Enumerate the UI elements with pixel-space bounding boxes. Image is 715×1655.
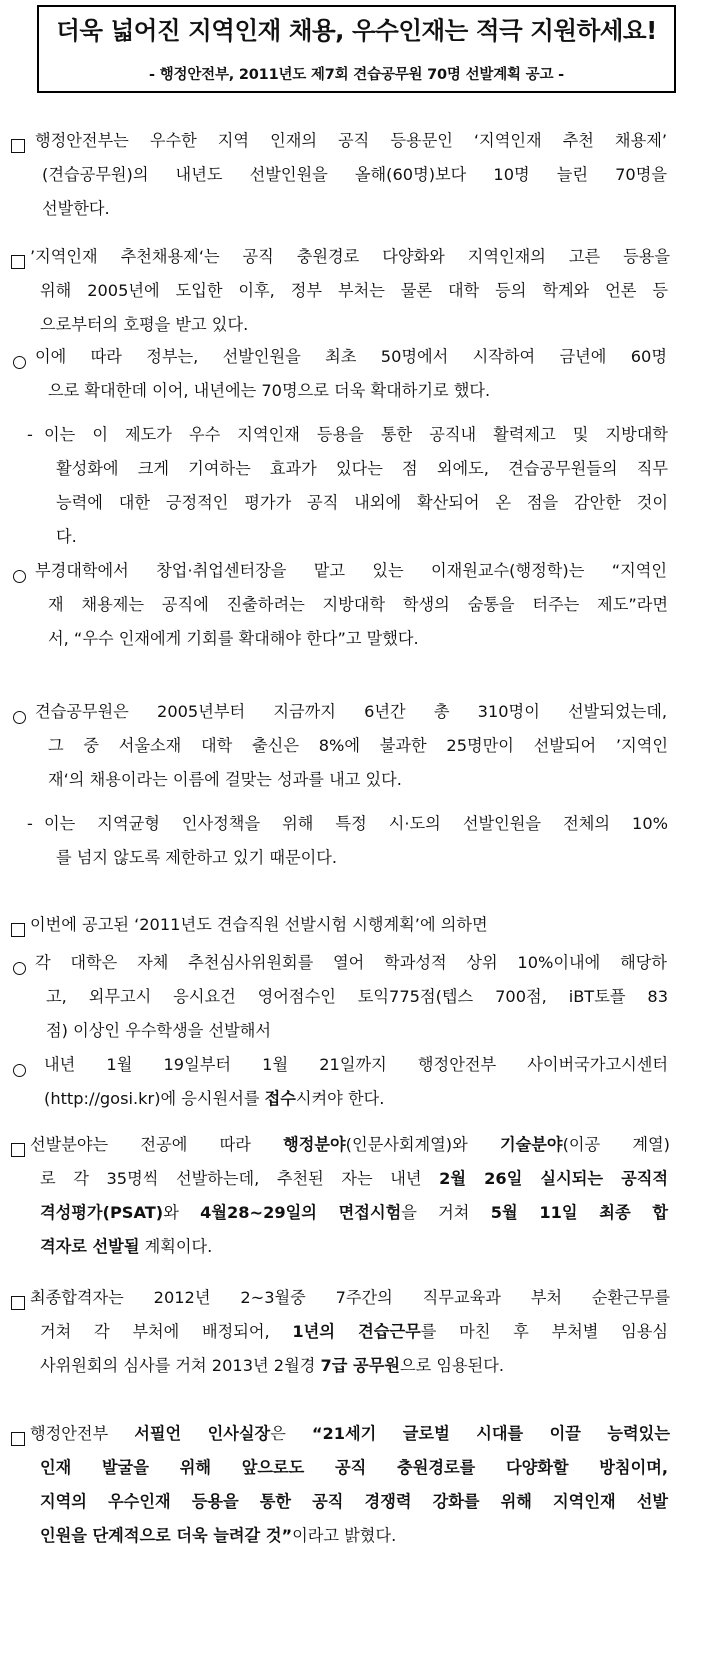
page-subtitle: - 행정안전부, 2011년도 제7회 견습공무원 70명 선발계획 공고 - <box>149 67 564 83</box>
text-line: ’지역인재 추천채용제‘는 공직 충원경로 다양화와 지역인재의 고른 등용을 <box>30 247 670 266</box>
text-line <box>40 1230 668 1264</box>
bold-text: 1년의 견습근무 <box>292 1322 421 1341</box>
bold-text: 4월28~29일의 면접시험 <box>200 1203 402 1222</box>
text-span: 로 각 35명씩 선발하는데, 추천된 자는 내년 <box>40 1169 440 1188</box>
text-line <box>40 1162 668 1196</box>
text-span: 이라고 밝혔다. <box>292 1526 397 1545</box>
text-span: 와 <box>163 1203 201 1222</box>
text-line: 이에 따라 정부는, 선발인원을 최초 50명에서 시작하여 금년에 60명 <box>35 347 667 366</box>
paragraph-9-cont <box>46 980 668 1048</box>
paragraph-2-cont <box>40 274 668 342</box>
text-span: 으로 임용된다. <box>399 1356 505 1375</box>
title-box <box>37 5 676 93</box>
paragraph-13 <box>30 1417 670 1451</box>
paragraph-1 <box>35 124 667 158</box>
text-line: 서, “우수 인재에게 기회를 확대해야 한다”고 말했다. <box>48 629 419 648</box>
text-line <box>30 1128 670 1162</box>
dash-marker: - <box>27 814 33 833</box>
text-span: (이공 계열) <box>562 1135 670 1154</box>
text-line: 다. <box>56 527 77 546</box>
text-line: 능력에 대한 긍정적인 평가가 공직 내외에 확산되어 온 점을 감안한 것이 <box>56 493 668 512</box>
bold-text: 격자로 선발될 <box>40 1237 140 1256</box>
text-line: (견습공무원)의 내년도 선발인원을 올해(60명)보다 10명 늘린 70명을 <box>42 165 667 184</box>
text-line: 고, 외무고시 응시요건 영어점수인 토익775점(텝스 700점, iBT토플 83 <box>46 987 668 1006</box>
bold-text: “21세기 글로벌 시대를 이끌 능력있는 <box>311 1424 670 1443</box>
text-span: 사위원회의 심사를 거쳐 2013년 2월경 <box>40 1356 321 1375</box>
text-line: 활성화에 크게 기여하는 효과가 있다는 점 외에도, 견습공무원들의 직무 <box>56 459 668 478</box>
text-line <box>40 1519 668 1553</box>
paragraph-12-cont <box>40 1315 668 1383</box>
text-line <box>40 1315 668 1349</box>
text-line: 점) 이상인 우수학생을 선발해서 <box>46 1021 272 1040</box>
paragraph-9 <box>35 946 667 980</box>
text-span: 행정안전부 <box>30 1424 135 1443</box>
text-line: 위해 2005년에 도입한 이후, 정부 부처는 물론 대학 등의 학계와 언론 등 <box>40 281 668 300</box>
circle-bullet-icon <box>13 711 26 724</box>
paragraph-5 <box>35 554 667 588</box>
bold-text: 인원을 단계적으로 더욱 늘려갈 것” <box>40 1526 293 1545</box>
paragraph-4 <box>44 418 668 452</box>
text-line: 행정안전부는 우수한 지역 인재의 공직 등용문인 ‘지역인재 추천 채용제’ <box>35 131 667 150</box>
bold-text: 5월 11일 최종 합 <box>490 1203 668 1222</box>
paragraph-6-cont <box>48 729 668 797</box>
text-line: 이는 이 제도가 우수 지역인재 등용을 통한 공직내 활력제고 및 지방대학 <box>44 425 668 444</box>
text-line <box>44 1082 668 1116</box>
text-span: (인문사회계열)와 <box>345 1135 501 1154</box>
text-span: 은 <box>270 1424 312 1443</box>
page-title: 더욱 넓어진 지역인재 채용, 우수인재는 적극 지원하세요! <box>56 16 657 45</box>
bold-text: 행정분야 <box>283 1135 346 1154</box>
text-span: 계획이다. <box>139 1237 213 1256</box>
paragraph-3 <box>35 340 667 374</box>
square-bullet-icon <box>11 1296 25 1310</box>
text-line: 최종합격자는 2012년 2~3월중 7주간의 직무교육과 부처 순환근무를 <box>30 1288 670 1307</box>
paragraph-5-cont <box>48 588 668 656</box>
paragraph-10-cont <box>44 1082 668 1116</box>
text-span: 선발분야는 전공에 따라 <box>30 1135 284 1154</box>
square-bullet-icon <box>11 255 25 269</box>
bold-text: 2월 26일 실시되는 공직적 <box>439 1169 668 1188</box>
text-span: 시켜야 한다. <box>295 1089 385 1108</box>
dash-marker: - <box>27 425 33 444</box>
circle-bullet-icon <box>13 356 26 369</box>
text-line <box>30 1417 670 1451</box>
text-line: 선발한다. <box>42 199 110 218</box>
paragraph-7 <box>44 807 668 841</box>
bold-text: 접수 <box>264 1089 296 1108</box>
square-bullet-icon <box>11 139 25 153</box>
square-bullet-icon <box>11 1432 25 1446</box>
text-span: 거쳐 각 부처에 배정되어, <box>40 1322 293 1341</box>
text-line: 그 중 서울소재 대학 출신은 8%에 불과한 25명만이 선발되어 ’지역인 <box>48 736 668 755</box>
paragraph-13-cont <box>40 1451 668 1553</box>
text-line: 이는 지역균형 인사정책을 위해 특정 시·도의 선발인원을 전체의 10% <box>44 814 668 833</box>
text-line: 부경대학에서 창업·취업센터장을 맡고 있는 이재원교수(행정학)는 “지역인 <box>35 561 667 580</box>
text-line: 재‘의 채용이라는 이름에 걸맞는 성과를 내고 있다. <box>48 770 402 789</box>
square-bullet-icon <box>11 923 25 937</box>
circle-bullet-icon <box>13 962 26 975</box>
paragraph-6 <box>35 695 667 729</box>
paragraph-7-cont <box>56 841 668 875</box>
paragraph-8 <box>30 908 670 942</box>
text-line: 내년 1월 19일부터 1월 21일까지 행정안전부 사이버국가고시센터 <box>44 1055 668 1074</box>
text-line: 재 채용제는 공직에 진출하려는 지방대학 학생의 숨통을 터주는 제도”라면 <box>48 595 668 614</box>
circle-bullet-icon <box>13 570 26 583</box>
text-line: 이번에 공고된 ‘2011년도 견습직원 선발시험 시행계획’에 의하면 <box>30 915 488 934</box>
bold-text: 서필언 인사실장 <box>134 1424 271 1443</box>
paragraph-3-cont <box>48 374 668 408</box>
text-line <box>40 1349 668 1383</box>
paragraph-4-cont <box>56 452 668 554</box>
bold-text: 기술분야 <box>500 1135 563 1154</box>
paragraph-1-cont <box>35 158 667 226</box>
circle-bullet-icon <box>13 1064 26 1077</box>
paragraph-10 <box>44 1048 668 1082</box>
text-span: (http://gosi.kr)에 응시원서를 <box>44 1089 265 1108</box>
text-span: 를 마친 후 부처별 임용심 <box>420 1322 668 1341</box>
text-line: 견습공무원은 2005년부터 지금까지 6년간 총 310명이 선발되었는데, <box>35 702 667 721</box>
paragraph-2 <box>30 240 670 274</box>
text-line: 인재 발굴을 위해 앞으로도 공직 충원경로를 다양화할 방침이며, <box>40 1458 668 1477</box>
bold-text: 격성평가(PSAT) <box>40 1203 164 1222</box>
paragraph-11 <box>30 1128 670 1162</box>
paragraph-11-cont <box>40 1162 668 1264</box>
paragraph-12 <box>30 1281 670 1315</box>
text-line: 각 대학은 자체 추천심사위원회를 열어 학과성적 상위 10%이내에 해당하 <box>35 953 667 972</box>
text-line <box>40 1196 668 1230</box>
text-line: 으로 확대한데 이어, 내년에는 70명으로 더욱 확대하기로 했다. <box>48 381 491 400</box>
text-line: 지역의 우수인재 등용을 통한 공직 경쟁력 강화를 위해 지역인재 선발 <box>40 1492 668 1511</box>
bold-text: 7급 공무원 <box>320 1356 400 1375</box>
text-line: 를 넘지 않도록 제한하고 있기 때문이다. <box>56 848 338 867</box>
text-line: 으로부터의 호평을 받고 있다. <box>40 315 249 334</box>
square-bullet-icon <box>11 1143 25 1157</box>
text-span: 을 거쳐 <box>401 1203 491 1222</box>
